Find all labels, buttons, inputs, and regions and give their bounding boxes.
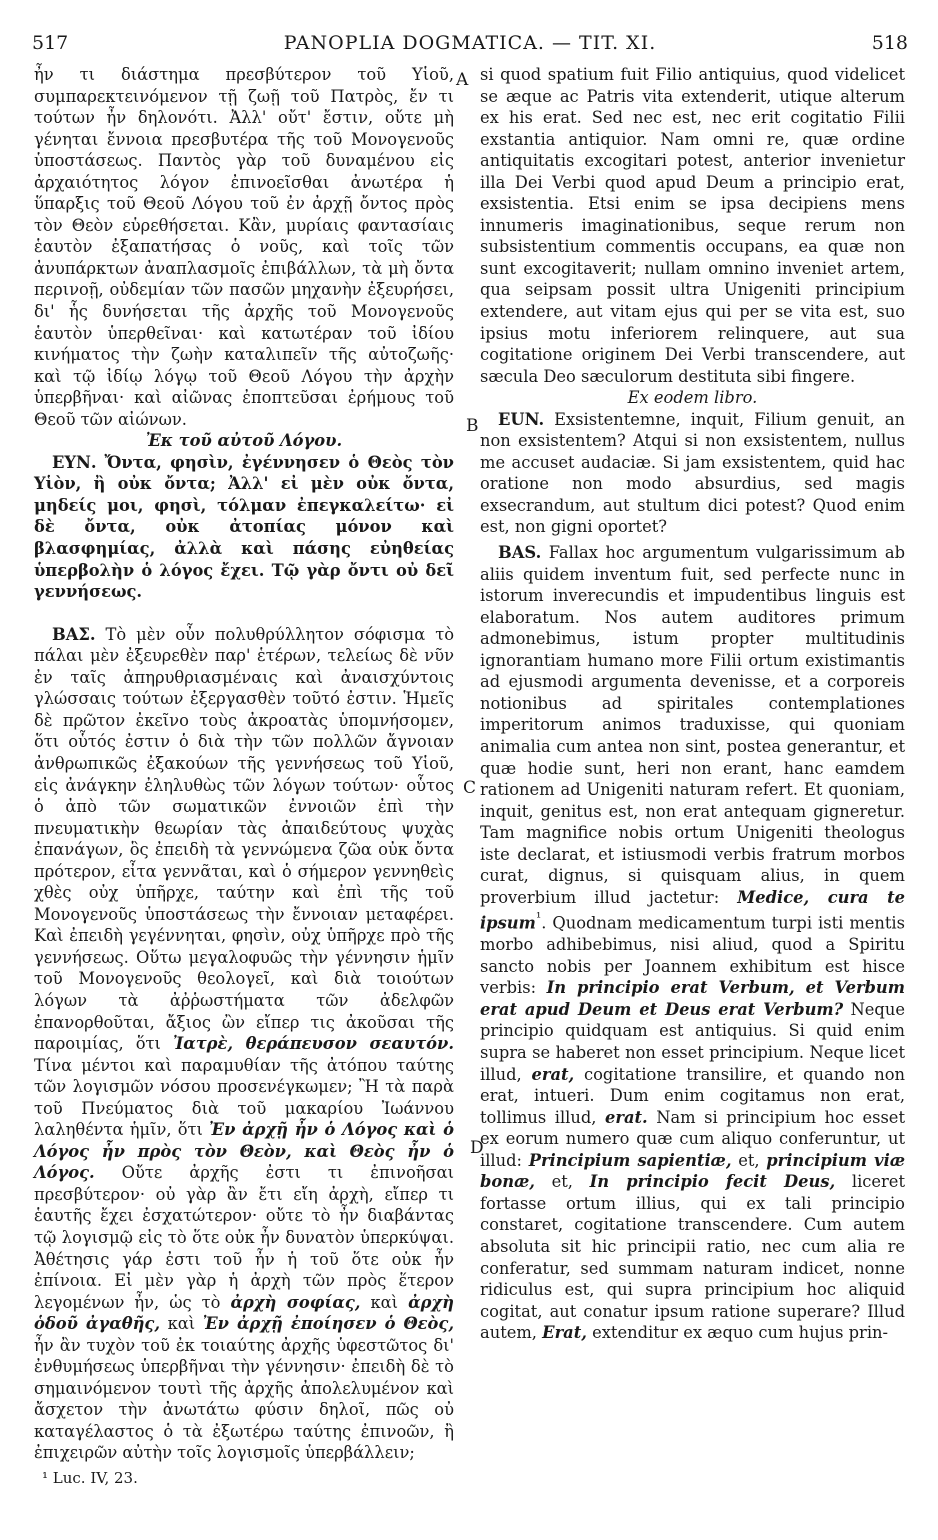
greek-eun-text: Ὄντα, φησὶν, ἐγέννησεν ὁ Θεὸς τὸν Υἱὸν, ἢ οὐκ ὄντα; Ἀλλ' εἰ μὲν οὐκ ὄντα, μηδείς μοι, φησὶ, τόλμαν ἐπεγκαλείτω· εἰ δὲ ὄντα, οὐκ ἀτοπίας μόνον καὶ βλασφημίας, ἀλλὰ καὶ πάσης εὐηθείας ὑπερβολὴν ὁ λόγος ἔχει. Τῷ γὰρ ὄντι οὐ δεῖ γεννήσεως. bbox=[34, 452, 454, 602]
greek-quote-wisdom: ἀρχὴ σοφίας, bbox=[230, 1292, 361, 1312]
latin-bas-label: BAS. bbox=[498, 543, 542, 563]
greek-quote-good-way: ἀρχὴ ὁδοῦ ἀγαθῆς, bbox=[34, 1292, 454, 1334]
spacer bbox=[34, 603, 454, 624]
latin-bas-text-2: . Quodnam medicamentum turpi isti mentis morbo adhibebimus, nisi aliud, quod a Spiritu sancto nobis per Joannem exhibitum est hisce verbis: bbox=[480, 913, 905, 998]
latin-footnote-ref: ¹ bbox=[535, 910, 542, 927]
latin-bas-text-4: cogitatione transilire, et quando non erat, intueri. Dum enim cogitamus non erat, tollimus illud, bbox=[480, 1064, 905, 1127]
page-number-left: 517 bbox=[32, 32, 69, 54]
latin-bas-text-5: Nam si principium hoc esset ex eorum numero quæ cum aliquo conferuntur, ut illud: bbox=[480, 1107, 905, 1170]
latin-eun-text: Exsistentemne, inquit, Filium genuit, an non exsistentem? Atqui si non exsistentem, nullus me accuset audaciæ. Si jam exsistentem, quid hac oratione non modo absurdius, sed magis exsecrandum, aut stultum dici potest? Quod enim est, non gigni oportet? bbox=[480, 409, 905, 537]
running-title: PANOPLIA DOGMATICA. — TIT. XI. bbox=[283, 32, 657, 54]
latin-column bbox=[480, 64, 905, 1344]
greek-quote-john: Ἐν ἀρχῇ ἦν ὁ Λόγος καὶ ὁ Λόγος ἦν πρὸς τὸν Θεὸν, καὶ Θεὸς ἦν ὁ Λόγος. bbox=[34, 1120, 454, 1183]
greek-bas-text-6: ἦν ἂν τυχὸν τοῦ ἐκ τοιαύτης ἀρχῆς ὑφεστῶτος δι' ἐνθυμήσεως ὑπερβῆναι τὴν γέννησιν· ἐπειδὴ δὲ τὸ σημαινόμενον τουτὶ τῆς ἀρχῆς ἀπολελυμένον καὶ ἄσχετον τὴν ἀνωτάτω φύσιν δηλοῖ, πῶς οὐ καταγέλαστος ὁ τὰ ἐξωτέρω ταύτης ἐπινοῶν, ἢ ἐπιχειρῶν αὐτὴν τοῖς λογισμοῖς ὑπερβάλλειν; bbox=[34, 1335, 454, 1463]
latin-quote-good-way: principium viæ bonæ, bbox=[480, 1150, 905, 1192]
running-header bbox=[30, 30, 910, 60]
latin-quote-erat-3: Erat, bbox=[542, 1323, 587, 1343]
footnote: ¹ Luc. IV, 23. bbox=[42, 1469, 138, 1487]
greek-quote-physician: Ἰατρὲ, θεράπευσον σεαυτόν. bbox=[172, 1034, 454, 1054]
latin-quote-physician: Medice, cura te ipsum bbox=[480, 887, 906, 933]
greek-bas-text-5: καὶ bbox=[167, 1314, 196, 1334]
latin-quote-wisdom: Principium sapientiæ, bbox=[528, 1150, 732, 1170]
section-marker-d: D bbox=[470, 1138, 484, 1158]
greek-basil-paragraph bbox=[34, 624, 454, 1464]
latin-eunomius-paragraph bbox=[480, 409, 905, 538]
latin-basil-paragraph bbox=[480, 542, 905, 1344]
page-number-right: 518 bbox=[871, 32, 908, 54]
section-marker-c: C bbox=[463, 778, 477, 798]
latin-bas-text-9: extenditur ex æquo cum hujus prin- bbox=[592, 1323, 889, 1343]
latin-quote-erat-1: erat, bbox=[531, 1064, 575, 1084]
greek-bas-text-3: Οὔτε ἀρχῆς ἐστι τι ἐπινοῆσαι πρεσβύτερον· οὐ γὰρ ἂν ἔτι εἴη ἀρχὴ, εἴπερ τι ἑαυτῆς ἔχει ἐσχατώτερον· οὔτε τὸ ἦν διαβάντας τῷ λογισμῷ εἰς τὸ ὅτε οὐκ ἦν δυνατὸν ὑπερκύψαι. Ἀθέτησις γάρ ἐστι τοῦ ἦν ἡ τοῦ ὅτε οὐκ ἦν ἐπίνοια. Εἰ μὲν γὰρ ἡ ἀρχὴ τῶν πρὸς ἕτερον λεγομένων ἦν, ὡς τὸ bbox=[34, 1163, 454, 1312]
greek-bas-label: ΒΑΣ. bbox=[52, 624, 96, 644]
section-marker-a: A bbox=[456, 70, 469, 90]
latin-section-heading: Ex eodem libro. bbox=[627, 388, 758, 408]
greek-bas-text-2: Τίνα μέντοι καὶ παραμυθίαν τῆς ἀτόπου ταύτης τῶν λογισμῶν νόσου προσενέγκωμεν; Ἢ τὰ παρὰ τοῦ Πνεύματος διὰ τοῦ μακαρίου Ἰωάννου λαληθέντα ἡμῖν, ὅτι bbox=[34, 1055, 454, 1140]
latin-quote-john: In principio erat Verbum, et Verbum erat apud Deum et Deus erat Verbum? bbox=[480, 978, 905, 1019]
latin-bas-text-1: Fallax hoc argumentum vulgarissimum ab aliis quidem inventum fuit, sed perfecte nunc in istorum inverecundis et impudentibus linguis est elaboratum. Nos autem auditores primum admonebimus, istum propter multitudinis ignorantiam humano more Filii ortum existimantis ad ejusmodi argumenta devenisse, et a corporeis notionibus ad spiritales contemplationes imperitorum animos traduxisse, qui quoniam animalia cum antea non sint, postea generantur, et quæ hodie sunt, heri non erant, hanc eamdem rationem ad Unigeniti naturam refert. Et quoniam, inquit, genitus est, non erat antequam gigneretur. Tam magnifice nobis ortum Unigeniti theologus iste declarat, et istiusmodi verbis fratrum morbos curat, dignus, si quisquam alius, in quem proverbium illud jactetur: bbox=[480, 543, 905, 907]
latin-bas-text-7: et, bbox=[551, 1172, 573, 1192]
section-marker-b: B bbox=[466, 416, 479, 436]
greek-eunomius-paragraph bbox=[34, 452, 454, 603]
latin-quote-genesis: In principio fecit Deus, bbox=[589, 1172, 836, 1192]
greek-bas-text-4: καὶ bbox=[370, 1292, 399, 1312]
greek-bas-text-1: Τὸ μὲν οὖν πολυθρύλλητον σόφισμα τὸ πάλαι μὲν ἐξευρεθὲν παρ' ἑτέρων, τελείως δὲ νῦν ἐν ταῖς ἀπηρυθριασμέναις καὶ ἀναισχύντοις γλώσσαις τούτων ἐξεργασθὲν τοῦτό ἐστιν. Ἡμεῖς δὲ πρῶτον ἐκεῖνο τοὺς ἀκροατὰς ὑπομνήσομεν, ὅτι οὗτός ἐστιν ὁ διὰ τὴν τῶν πολλῶν ἄγνοιαν ἀνθρωπικῶς ἐξακούων τῆς γεννήσεως τοῦ Υἱοῦ, εἰς ἀνάγκην ἐληλυθὼς τῶν λόγων τούτων· οὗτος ὁ ἀπὸ τῶν σωματικῶν ἐννοιῶν ἐπὶ τὴν πνευματικὴν θεωρίαν τὰς ἀπαιδεύτους ψυχὰς ἐπανάγων, ὃς ἐπειδὴ τὰ γεννώμενα ζῶα οὐκ ὄντα πρότερον, εἶτα γεννᾶται, καὶ ὁ σήμερον γεννηθεὶς χθὲς οὐχ ὑπῆρχε, ταύτην καὶ ἐπὶ τῆς τοῦ Μονογενοῦς ὑποστάσεως τὴν ἔννοιαν μεταφέρει. Καὶ ἐπειδὴ γεγέννηται, φησὶν, οὐχ ὑπῆρχε πρὸ τῆς γεννήσεως. Οὕτω μεγαλοφυῶς τὴν γέννησιν ἡμῖν τοῦ Μονογενοῦς θεολογεῖ, καὶ διὰ τοιούτων λόγων τὰ ἀῤῥωστήματα τῶν ἀδελφῶν ἐπανορθοῦται, ἄξιος ὢν εἴπερ τις ἀκοῦσαι τῆς παροιμίας, ὅτι bbox=[34, 624, 454, 1054]
greek-paragraph-1: ἦν τι διάστημα πρεσβύτερον τοῦ Υἱοῦ, συμπαρεκτεινόμενον τῇ ζωῇ τοῦ Πατρὸς, ἔν τι τούτων ἦν δηλονότι. Ἀλλ' οὔτ' ἔστιν, οὔτε μὴ γένηται ἔννοια πρεσβυτέρα τῆς τοῦ Μονογενοῦς ὑποστάσεως. Παντὸς γὰρ τοῦ δυναμένου εἰς ἀρχαιότητος λόγον ἐπινοεῖσθαι ἀνωτέρα ἡ ὕπαρξις τοῦ Θεοῦ Λόγου τοῦ ἐν ἀρχῇ ὄντος πρὸς τὸν Θεὸν εὑρεθήσεται. Κἂν, μυρίαις φαντασίαις ἑαυτὸν ἐξαπατήσας ὁ νοῦς, καὶ τοῖς τῶν ἀνυπάρκτων ἀναπλασμοῖς ἐπιβάλλων, τὰ μὴ ὄντα περινοῇ, οὐδεμίαν τῶν πασῶν μηχανὴν ἐξευρήσει, δι' ἧς δυνήσεται τῆς ἀρχῆς τοῦ Μονογενοῦς ἑαυτὸν ὑπερθεῖναι· καὶ κατωτέραν τοῦ ἰδίου κινήματος τὴν ζωὴν καταλιπεῖν τῆς αὐτοζωῆς· καὶ τῷ ἰδίῳ λόγῳ τοῦ Θεοῦ Λόγου τὴν ἀρχὴν ὑπερβῆναι· καὶ αἰῶνας ἐποπτεῦσαι ἐρήμους τοῦ Θεοῦ τῶν αἰώνων. bbox=[34, 65, 454, 429]
latin-bas-text-8: liceret fortasse ortum illius, qui ex tali principio constaret, cogitatione transcendere. Cum autem absoluta sit hic principii ratio, nec cum alia re conferatur, sed summam naturam indicet, nonne ridiculus est, qui supra principium hoc aliquid cogitat, aut conatur ipsum ratione superare? Illud autem, bbox=[480, 1172, 905, 1343]
latin-bas-text-3: Neque principio quidquam est antiquius. Si quid enim supra se haberet non esset principium. Neque licet illud, bbox=[480, 999, 905, 1084]
latin-quote-erat-2: erat. bbox=[605, 1107, 648, 1127]
greek-eun-label: ΕΥΝ. bbox=[52, 452, 97, 472]
greek-section-heading: Ἐκ τοῦ αὐτοῦ Λόγου. bbox=[145, 431, 343, 451]
latin-paragraph-1: si quod spatium fuit Filio antiquius, quod videlicet se æque ac Patris vita extenderit, utique alterum ex his erat. Sed nec est, nec erit cogitatio Filii exstantia antiquior. Nam omni re, quæ ordine antiquitatis excogitari potest, anterior invenietur illa Dei Verbi quod apud Deum a principio erat, exsistentia. Etsi enim se ipsa decipiens mens innumeris imaginationibus, seque rerum non subsistentium commentis occupans, ea quæ non sunt excogitaverit; nullam omnino inveniet artem, qua seipsam possit ultra Unigeniti principium extendere, aut vitam ejus qui per se vita est, suo ipsius motu inferiorem relinquere, aut sua cogitatione originem Dei Verbi transcendere, aut sæcula Deo sæculorum destituta sibi fingere. bbox=[480, 65, 905, 386]
latin-bas-text-6: et, bbox=[738, 1150, 760, 1170]
greek-column bbox=[34, 64, 454, 1488]
latin-eun-label: EUN. bbox=[498, 409, 545, 429]
greek-quote-genesis: Ἐν ἀρχῇ ἐποίησεν ὁ Θεὸς, bbox=[202, 1314, 454, 1334]
